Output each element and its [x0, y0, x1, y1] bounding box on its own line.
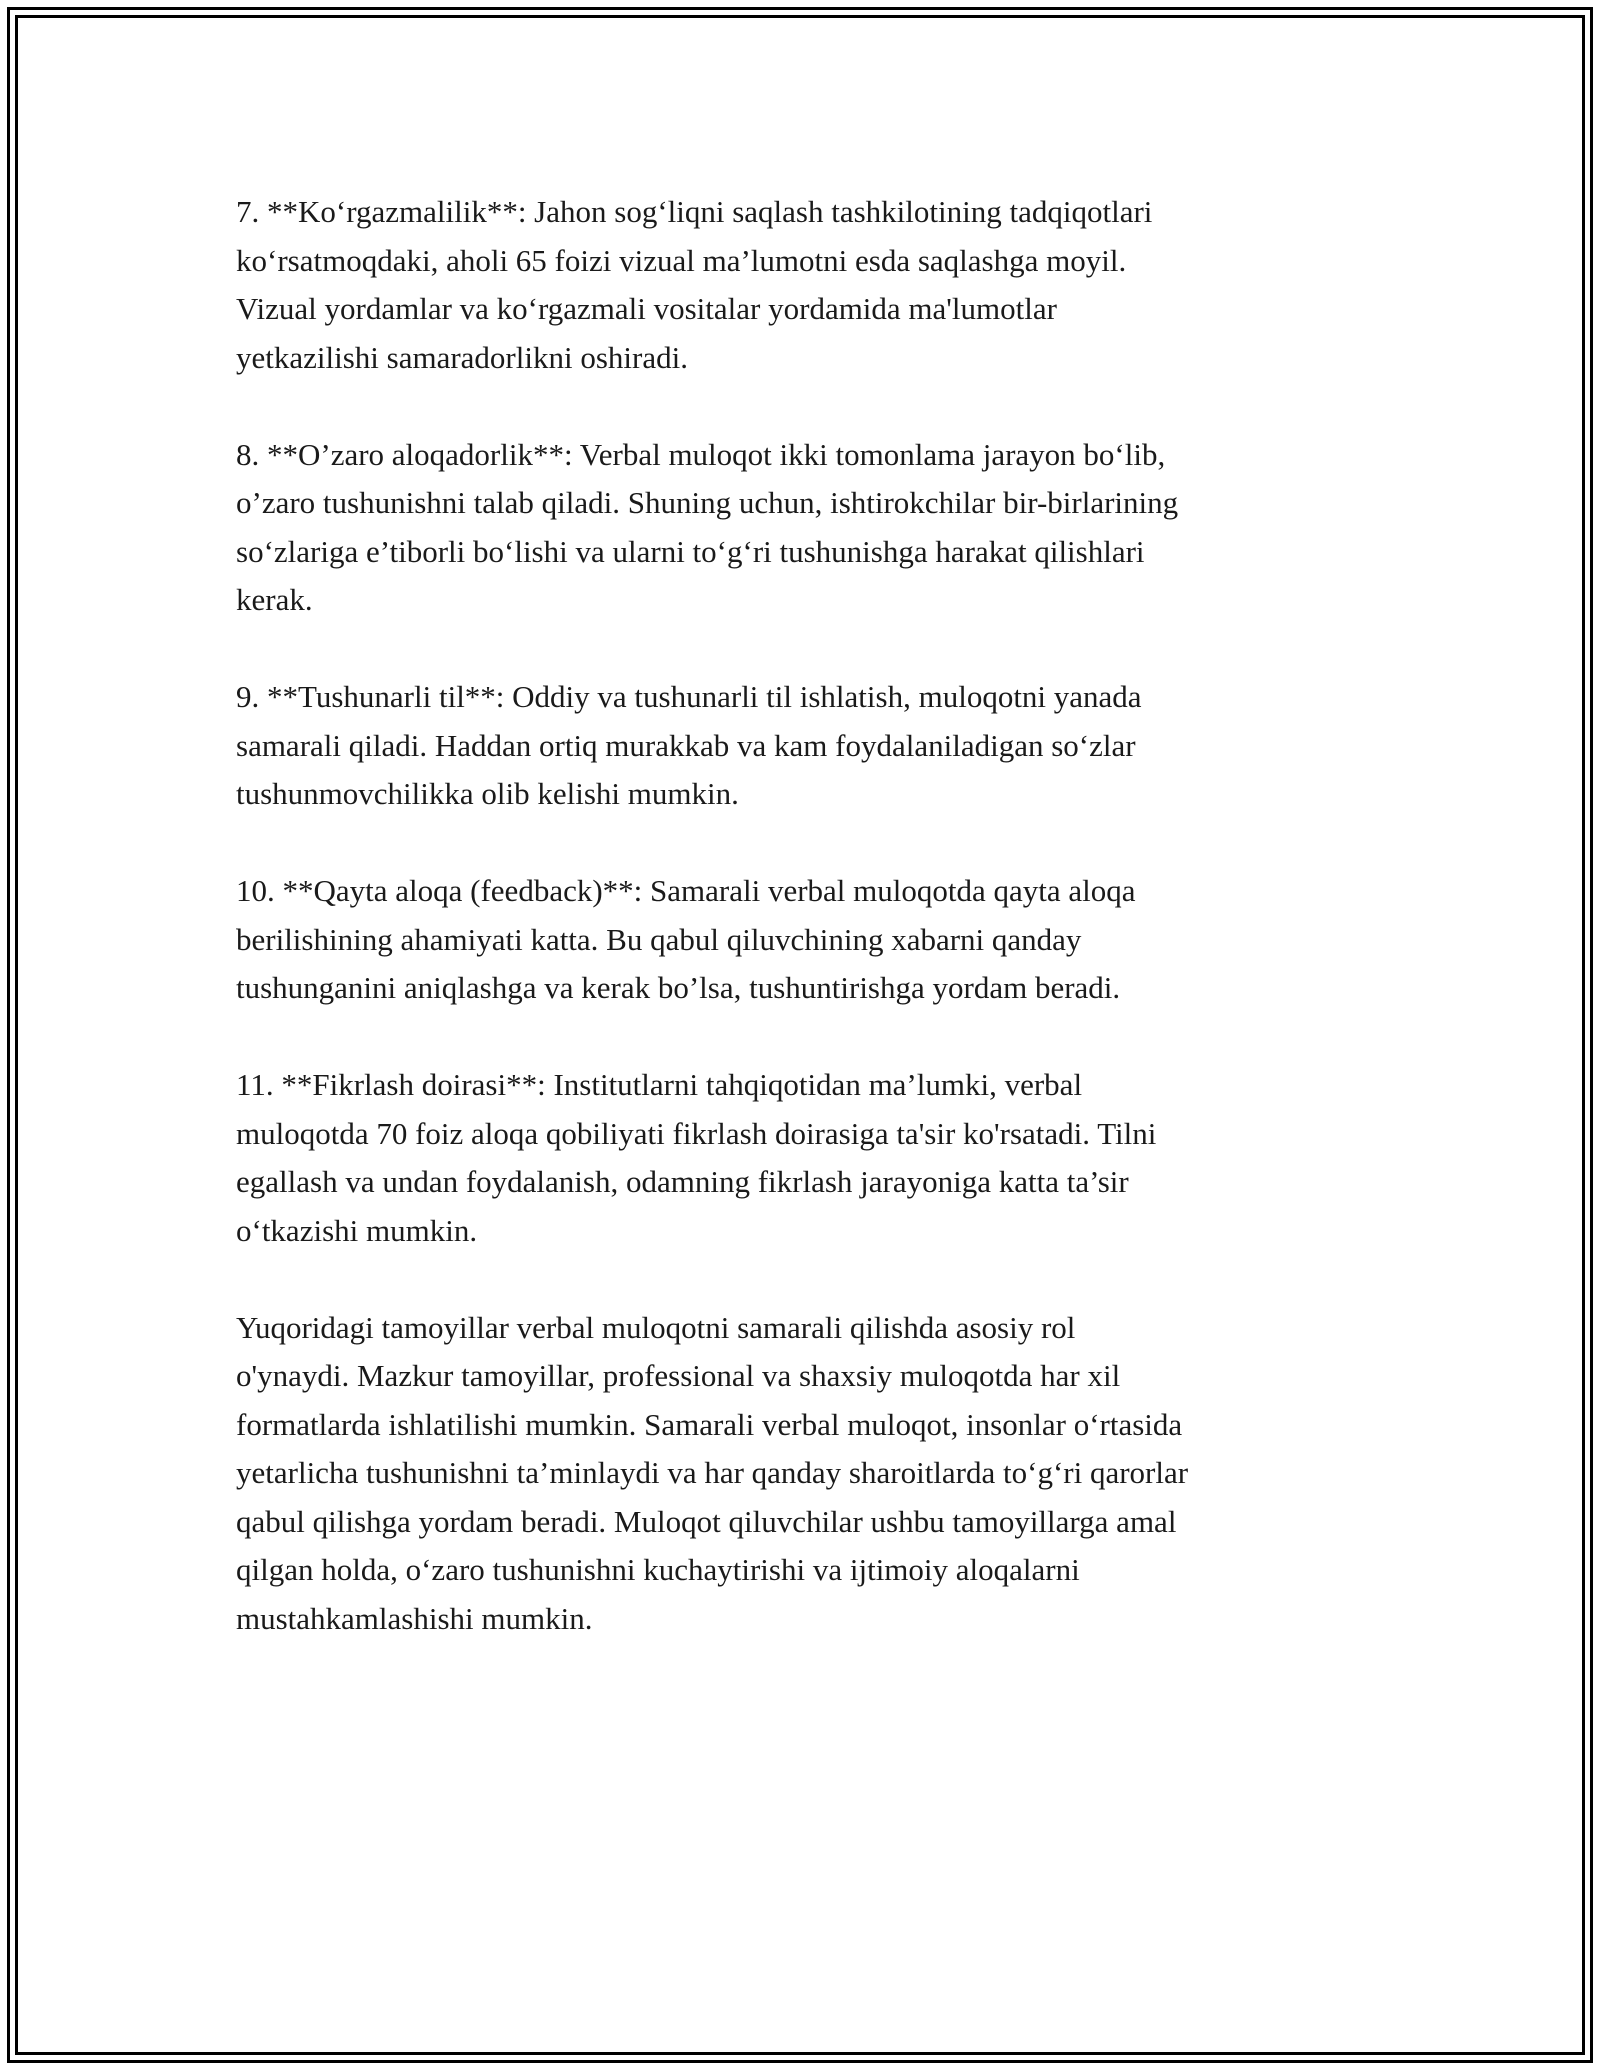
paragraph-item-8 [236, 431, 1386, 625]
text-line: formatlarda ishlatilishi mumkin. Samarali verbal muloqot, insonlar o‘rtasida [236, 1406, 1183, 1442]
text-line: tushunmovchilikka olib kelishi mumkin. [236, 776, 739, 811]
paragraph-conclusion [236, 1304, 1386, 1644]
paragraph-item-11 [236, 1061, 1386, 1255]
text-line: o'ynaydi. Mazkur tamoyillar, professional va shaxsiy muloqotda har xil [236, 1358, 1121, 1393]
text-line: 10. **Qayta aloqa (feedback)**: Samarali verbal muloqotda qayta aloqa [236, 873, 1136, 908]
text-line: so‘zlariga e’tiborli bo‘lishi va ularni to‘g‘ri tushunishga harakat qilishlari [236, 533, 1145, 569]
text-line: yetarlicha tushunishni ta’minlaydi va har qanday sharoitlarda to‘g‘ri qarorlar [236, 1455, 1189, 1490]
text-line: samarali qiladi. Haddan ortiq murakkab va kam foydalaniladigan so‘zlar [236, 727, 1136, 763]
text-line: muloqotda 70 foiz aloqa qobiliyati fikrlash doirasiga ta'sir ko'rsatadi. Tilni [236, 1115, 1157, 1151]
text-line: 8. **O’zaro aloqadorlik**: Verbal muloqot ikki tomonlama jarayon bo‘lib, [236, 436, 1166, 472]
text-line: qilgan holda, o‘zaro tushunishni kuchaytirishi va ijtimoiy aloqalarni [236, 1552, 1080, 1587]
text-line: Yuqoridagi tamoyillar verbal muloqotni samarali qilishda asosiy rol [236, 1309, 1076, 1345]
text-line: o’zaro tushunishni talab qiladi. Shuning uchun, ishtirokchilar bir-birlarining [236, 485, 1179, 520]
text-line: 7. **Ko‘rgazmalilik**: Jahon sog‘liqni saqlash tashkilotining tadqiqotlari [236, 194, 1153, 229]
paragraph-item-10 [236, 867, 1386, 1013]
text-line: kerak. [236, 582, 313, 617]
paragraph-item-7 [236, 188, 1386, 382]
text-line: egallash va undan foydalanish, odamning fikrlash jarayoniga katta ta’sir [236, 1164, 1129, 1199]
text-line: tushunganini aniqlashga va kerak bo’lsa, tushuntirishga yordam beradi. [236, 970, 1121, 1005]
text-line: o‘tkazishi mumkin. [236, 1212, 478, 1248]
text-line: mustahkamlashishi mumkin. [236, 1600, 593, 1636]
text-line: ko‘rsatmoqdaki, aholi 65 foizi vizual ma’lumotni esda saqlashga moyil. [236, 242, 1127, 278]
text-line: 11. **Fikrlash doirasi**: Institutlarni tahqiqotidan ma’lumki, verbal [236, 1067, 1083, 1102]
text-line: yetkazilishi samaradorlikni oshiradi. [236, 339, 688, 375]
text-line: Vizual yordamlar va ko‘rgazmali vositalar yordamida ma'lumotlar [236, 291, 1057, 326]
text-line: 9. **Tushunarli til**: Oddiy va tushunarli til ishlatish, muloqotni yanada [236, 679, 1142, 714]
text-line: qabul qilishga yordam beradi. Muloqot qiluvchilar ushbu tamoyillarga amal [236, 1503, 1177, 1539]
text-line: berilishining ahamiyati katta. Bu qabul qiluvchining xabarni qanday [236, 921, 1082, 957]
paragraph-item-9 [236, 673, 1386, 819]
document-body [236, 188, 1386, 1692]
